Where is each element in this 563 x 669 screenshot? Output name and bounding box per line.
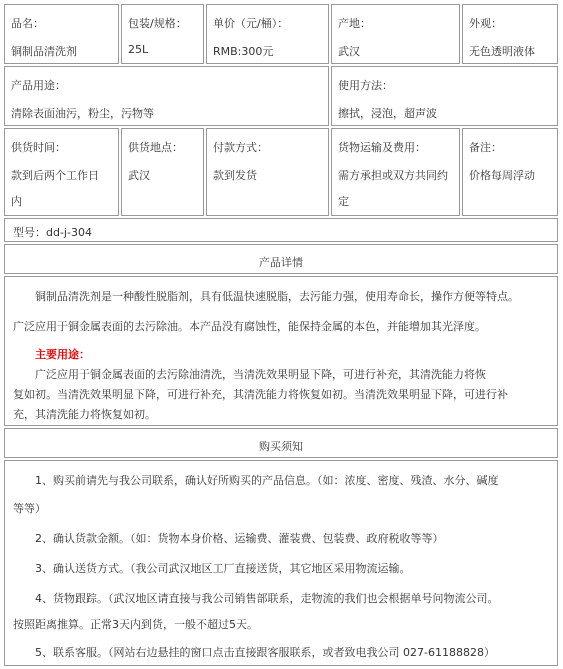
cell-product-name bbox=[4, 4, 119, 64]
purchase-item-1-line1 bbox=[35, 469, 499, 492]
value-price: RMB:300元 bbox=[213, 45, 274, 58]
details-body bbox=[4, 276, 558, 426]
purchase-body bbox=[4, 460, 558, 666]
value-remarks: 价格每周浮动 bbox=[469, 169, 535, 182]
details-paragraph-1: 铜制品清洗剂是一种酸性脱脂剂，具有低温快速脱脂，去污能力强，使用寿命长，操作方便等特点。 bbox=[35, 290, 519, 303]
value-product-name: 铜制品清洗剂 bbox=[11, 45, 77, 58]
label-package: 包装/规格： bbox=[128, 17, 187, 30]
value-method: 擦拭，浸泡，超声波 bbox=[338, 107, 437, 120]
purchase-item-4-line2: 按照距离推算。正常3天内到货，一般不超过5天。 bbox=[13, 618, 258, 631]
value-origin: 武汉 bbox=[338, 45, 360, 58]
purchase-item-1-text: 购买前请先与我公司联系，确认好所购买的产品信息。（如：浓度、密度、残渣、水分、碱度 bbox=[53, 474, 499, 487]
purchase-item-5-text: 联系客服。（网站右边悬挂的窗口点击直接跟客服联系，或者致电我公司 027-61188828） bbox=[53, 646, 495, 659]
main-use-label: 主要用途： bbox=[35, 348, 90, 361]
cell-usage bbox=[4, 66, 329, 126]
details-paragraph-3-line2: 复如初。当清洗效果明显下降，可进行补充，其清洗能力将恢复如初。当清洗效果明显下降，可进行补 bbox=[13, 388, 508, 401]
purchase-item-3-num: 3、 bbox=[35, 562, 53, 575]
details-paragraph-3-line1: 广泛应用于铜金属表面的去污除油清洗，当清洗效果明显下降，可进行补充，其清洗能力将恢 bbox=[35, 368, 486, 381]
purchase-item-2-text: 确认货款金额。（如：货物本身价格、运输费、灌装费、包装费、政府税收等等） bbox=[53, 532, 444, 545]
value-supply-time-line1: 款到后两个工作日 bbox=[11, 169, 99, 182]
value-shipping-line1: 需方承担或双方共同约 bbox=[338, 169, 448, 182]
cell-package bbox=[121, 4, 204, 64]
details-paragraph-3-line3: 充，其清洗能力将恢复如初。 bbox=[13, 408, 156, 421]
value-payment: 款到发货 bbox=[213, 169, 257, 182]
label-origin: 产地： bbox=[338, 17, 371, 30]
label-product-name: 品名： bbox=[11, 17, 44, 30]
label-method: 使用方法： bbox=[338, 79, 393, 92]
label-appearance: 外观： bbox=[469, 17, 502, 30]
purchase-item-1-line2: 等等） bbox=[13, 502, 46, 515]
label-remarks: 备注： bbox=[469, 141, 502, 154]
purchase-item-5-num: 5、 bbox=[35, 646, 53, 659]
purchase-header bbox=[4, 428, 558, 458]
cell-shipping bbox=[331, 128, 460, 216]
purchase-title: 购买须知 bbox=[259, 440, 303, 453]
value-supply-time-line2: 内 bbox=[11, 195, 22, 208]
purchase-item-2-num: 2、 bbox=[35, 532, 53, 545]
purchase-item-2 bbox=[35, 527, 444, 550]
label-supply-time: 供货时间： bbox=[11, 141, 66, 154]
cell-price bbox=[206, 4, 329, 64]
purchase-item-4-num: 4、 bbox=[35, 592, 53, 605]
cell-supply-place bbox=[121, 128, 204, 216]
cell-supply-time bbox=[4, 128, 119, 216]
model-number: 型号：dd-j-304 bbox=[13, 226, 92, 239]
label-supply-place: 供货地点： bbox=[128, 141, 183, 154]
purchase-item-4-line1 bbox=[35, 587, 499, 610]
value-shipping-line2: 定 bbox=[338, 195, 349, 208]
details-paragraph-2: 广泛应用于铜金属表面的去污除油。本产品没有腐蚀性，能保持金属的本色，并能增加其光泽度。 bbox=[13, 320, 486, 333]
details-header bbox=[4, 244, 558, 274]
purchase-item-3-text: 确认送货方式。（我公司武汉地区工厂直接送货，其它地区采用物流运输。 bbox=[53, 562, 411, 575]
value-supply-place: 武汉 bbox=[128, 169, 150, 182]
label-usage: 产品用途： bbox=[11, 79, 66, 92]
purchase-item-4-text: 货物跟踪。（武汉地区请直接与我公司销售部联系，走物流的我们也会根据单号问物流公司。 bbox=[53, 592, 499, 605]
value-package: 25L bbox=[128, 43, 149, 56]
label-payment: 付款方式： bbox=[213, 141, 268, 154]
purchase-item-1-num: 1、 bbox=[35, 474, 53, 487]
cell-method bbox=[331, 66, 558, 126]
cell-origin bbox=[331, 4, 460, 64]
cell-payment bbox=[206, 128, 329, 216]
purchase-item-3 bbox=[35, 557, 411, 580]
details-title: 产品详情 bbox=[259, 256, 303, 269]
value-usage: 清除表面油污，粉尘，污物等 bbox=[11, 107, 154, 120]
label-price: 单价（元/桶）： bbox=[213, 17, 289, 30]
cell-model bbox=[4, 218, 558, 242]
cell-appearance bbox=[462, 4, 558, 64]
cell-remarks bbox=[462, 128, 558, 216]
purchase-item-5 bbox=[35, 641, 495, 664]
value-appearance: 无色透明液体 bbox=[469, 45, 535, 58]
label-shipping: 货物运输及费用： bbox=[338, 141, 426, 154]
